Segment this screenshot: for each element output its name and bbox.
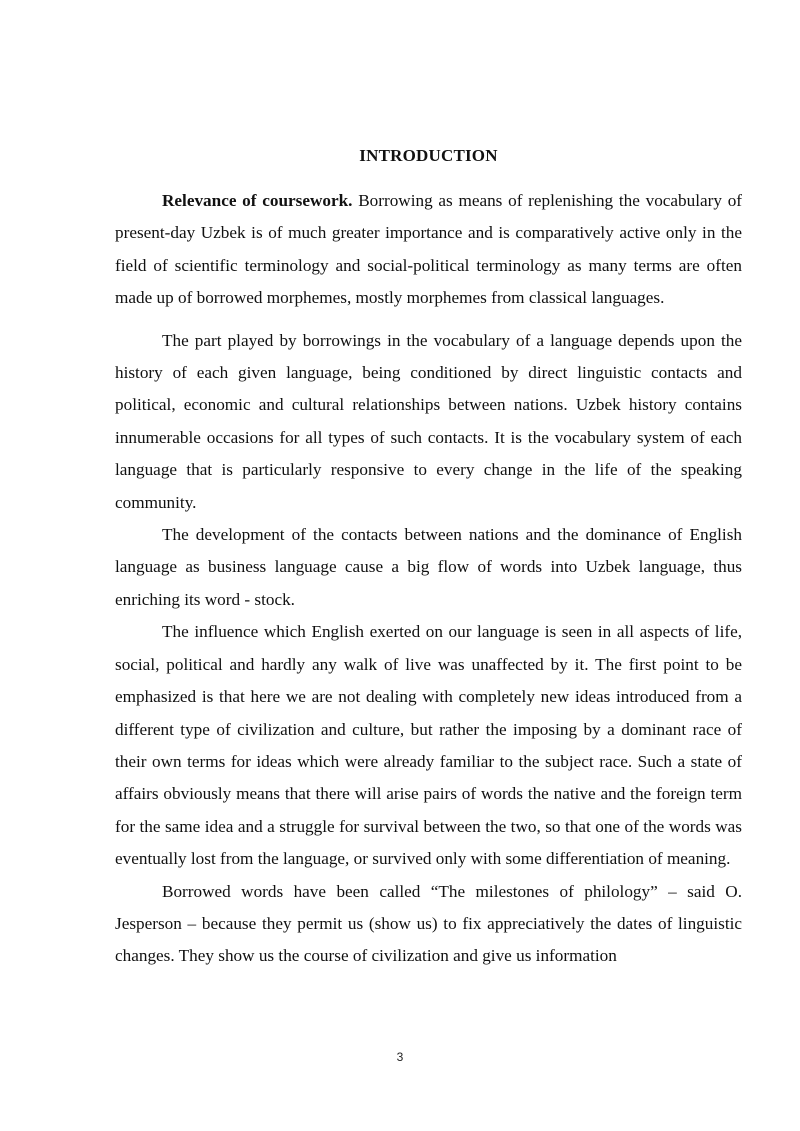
page-number: 3 xyxy=(396,1050,404,1064)
paragraph-text: Borrowing as means of replenishing the vocabulary of present-day Uzbek is of much greater importance and is comparatively active only in the field of scientific terminology and social-political terminology as many terms are often made up of borrowed morphemes, mostly morphemes from classical languages. xyxy=(115,191,743,308)
paragraph-contacts-development: The development of the contacts between nations and the dominance of English language as business language cause a big flow of words into Uzbek language, thus enriching its word - stock. xyxy=(115,525,742,609)
page-title: INTRODUCTION xyxy=(359,146,498,165)
paragraph-borrowings-history: The part played by borrowings in the vocabulary of a language depends upon the history of each given language, being conditioned by direct linguistic contacts and political, economic and cultural relationships between nations. Uzbek history contains innumerable occasions for all types of such contacts. It is the vocabulary system of each language that is particularly responsive to every change in the life of the speaking community. xyxy=(115,330,742,512)
paragraph-milestones: Borrowed words have been called “The milestones of philology” – said O. Jesperson – because they permit us (show us) to fix appreciatively the dates of linguistic changes. They show us the course of civilization and give us information xyxy=(115,881,742,966)
paragraph-relevance xyxy=(115,185,742,315)
page-body xyxy=(115,143,742,973)
paragraph-lead: Relevance of coursework. xyxy=(162,191,353,210)
paragraph-english-influence: The influence which English exerted on our language is seen in all aspects of life, social, political and hardly any walk of live was unaffected by it. The first point to be emphasized is that here we are not dealing with completely new ideas introduced from a different type of civilization and culture, but rather the imposing by a dominant race of their own terms for ideas which were already familiar to the subject race. Such a state of affairs obviously means that there will arise pairs of words the native and the foreign term for the same idea and a struggle for survival between the two, so that one of the words was eventually lost from the language, or survived only with some differentiation of meaning. xyxy=(115,622,742,869)
